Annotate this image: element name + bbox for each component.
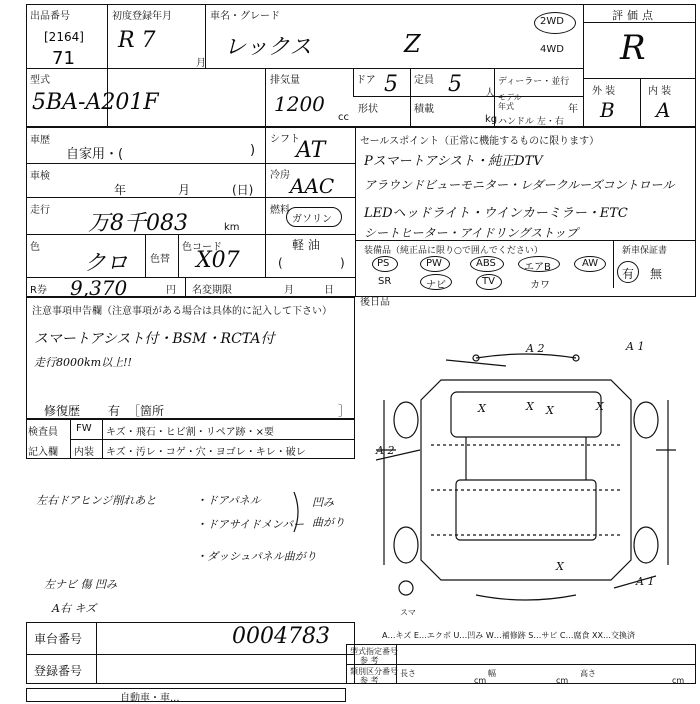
color-value: クロ [84, 251, 129, 276]
diagram-mark-2: A 1 [626, 340, 645, 353]
comment-4: 凹み [312, 496, 334, 509]
car-name-label: 車名・グレード [210, 11, 280, 22]
damage-legend: A…キズ E…エクボ U…凹み W…補修跡 S…サビ C…腐食 XX…交換済 [382, 631, 636, 640]
displacement-label: 排気量 [270, 75, 300, 86]
inspection-month: 月 [178, 183, 191, 197]
comment-2: ・ドアパネル [196, 494, 261, 507]
sales-line-2: アラウンドビューモニター・レダークルーズコントロール [364, 178, 675, 192]
comment-3: ・ドアサイドメンバー [196, 518, 305, 531]
repair-label: 修復歴 [44, 404, 81, 418]
diagram-mark-7: X [596, 400, 604, 413]
color-tone-label: 色替 [150, 254, 170, 265]
equip-navi: ナビ [426, 280, 446, 291]
fw-label: FW [76, 423, 92, 434]
diagram-mark-5: X [526, 400, 534, 413]
bottom-text: 自動車・車... [120, 693, 180, 704]
width-unit: cm [556, 676, 569, 685]
inspection-label: 車検 [30, 171, 50, 182]
form-no-label: 型式指定番号 [350, 647, 398, 656]
ac-label: 冷房 [270, 170, 290, 181]
load-label: 積載 [414, 104, 434, 115]
fuel-paren-close: ) [340, 256, 345, 270]
equip-airbag: エアB [524, 262, 551, 273]
diagram-mark-4: X [478, 402, 486, 415]
wheel-rear-left [394, 527, 418, 563]
diagram-mark-3: A 2 [376, 444, 395, 457]
displacement-value: 1200 [274, 92, 325, 116]
equip-pw: PW [426, 258, 442, 269]
color-code-label: 色コード [182, 242, 222, 253]
name-change-label: 名変期限 [192, 285, 232, 296]
capacity-value: 5 [448, 72, 462, 97]
wheel-rear-right [634, 527, 658, 563]
height-label: 高さ [580, 669, 596, 678]
category-label: 類別区分番号 [350, 667, 398, 676]
doors-label: ドア [356, 75, 376, 86]
inspector-label-1: 検査員 [28, 427, 58, 438]
equip-sr: SR [378, 276, 392, 287]
exterior-value: B [600, 98, 615, 122]
fuel-gasoline: ガソリン [292, 214, 332, 225]
sales-line-1: Pスマートアシスト・純正DTV [364, 154, 543, 169]
doors-value: 5 [384, 72, 398, 97]
fuel-paren: ( [278, 256, 283, 270]
width-label: 幅 [488, 669, 496, 678]
drive-4wd: 4WD [540, 44, 564, 55]
warranty-label: 新車保証書 [622, 246, 668, 256]
comment-6: ・ダッシュパネル曲がり [196, 550, 317, 563]
equip-abs: ABS [476, 258, 496, 269]
length-unit: cm [474, 676, 487, 685]
model-value: 5BA-A201F [32, 90, 159, 115]
dealer-label: ディーラー・並行 [498, 77, 570, 87]
diagram-sw-label: スマ [400, 608, 416, 617]
shape-label: 形状 [358, 104, 378, 115]
diagram-mark-9: A 1 [636, 575, 655, 588]
year-unit: 年 [568, 104, 578, 115]
comment-7: 左ナビ 傷 凹み [44, 578, 117, 591]
color-code-value: X07 [196, 248, 240, 273]
comment-1: 左右ドアヒンジ削れあと [36, 494, 157, 507]
wheel-front-right [634, 402, 658, 438]
lot-number: 71 [52, 48, 75, 69]
car-name-value: レックス [224, 35, 312, 60]
rear-round-mark [399, 581, 413, 595]
person-unit: 人 [485, 88, 495, 99]
grade-value: Z [404, 30, 421, 58]
chassis-label: 車台番号 [34, 632, 83, 646]
sales-line-3: LEDヘッドライト・ウインカーミラー・ETC [364, 206, 628, 221]
comment-bracket [292, 490, 306, 534]
handle-label: ハンドル 左・右 [498, 117, 564, 127]
history-value: 自家用・( [66, 147, 124, 162]
repair-value: 有 [108, 404, 121, 418]
diagram-mark-6: X [546, 404, 554, 417]
form-no-ref: 参 考 [360, 656, 379, 665]
notes-line-2: 走行8000km以上!! [34, 356, 132, 369]
capacity-label: 定員 [414, 75, 434, 86]
lot-number-label: 出品番号 [30, 11, 70, 22]
recycle-label: R券 [30, 285, 47, 296]
name-change-month: 月 [284, 285, 294, 296]
diagram-mark-1: A 2 [526, 342, 545, 355]
cc-unit: cc [338, 112, 349, 123]
comment-8: A右 キズ [52, 602, 97, 615]
mileage-value: 万8千083 [88, 211, 188, 236]
grade-score-label: 評価点 [612, 9, 657, 22]
interior-value: A [656, 98, 671, 122]
inspector-label-2: 記入欄 [28, 447, 58, 458]
shift-label: シフト [270, 134, 300, 145]
sales-title: セールスポイント（正常に機能するものに限ります） [360, 136, 600, 147]
lot-code: [2164] [44, 30, 84, 44]
history-close: ) [250, 143, 256, 158]
equip-tv: TV [482, 276, 495, 287]
equip-aw: AW [582, 258, 599, 269]
after-items-label: 後日品 [360, 297, 390, 308]
model-label: 型式 [30, 75, 50, 86]
height-unit: cm [672, 676, 685, 685]
rear-bumper-outline [476, 595, 576, 600]
diagram-mark-8: X [556, 560, 564, 573]
comment-5: 曲がり [312, 516, 345, 529]
notes-line-1: スマートアシスト付・BSM・RCTA付 [34, 331, 275, 347]
category-ref: 参 考 [360, 676, 379, 685]
wheel-front-left [394, 402, 418, 438]
color-label: 色 [30, 242, 40, 253]
ac-value: AAC [290, 174, 335, 198]
model-year-label-1: モデル [498, 93, 522, 102]
car-damage-diagram [356, 330, 696, 625]
model-year-label-2: 年式 [498, 102, 514, 111]
equip-leather: カワ [530, 280, 550, 291]
warranty-yes: 有 [622, 267, 635, 281]
grade-score-value: R [620, 28, 646, 68]
kg-unit: kg [485, 114, 498, 125]
yen-unit: 円 [166, 285, 176, 296]
interior-check-label: 内装 [74, 447, 94, 458]
drive-2wd: 2WD [540, 16, 564, 27]
equipment-title: 装備品（純正品に限り○で囲んでください） [364, 246, 543, 256]
repair-close: ］ [338, 404, 351, 418]
month-unit: 月 [196, 58, 206, 69]
first-registration-label: 初度登録年月 [112, 11, 172, 22]
warranty-no: 無 [650, 267, 663, 281]
chassis-value: 0004783 [232, 624, 330, 649]
length-label: 長さ [400, 669, 416, 678]
fw-text: キズ・飛石・ヒビ割・リペア跡・×要 [106, 427, 274, 438]
recycle-value: 9,370 [70, 276, 128, 300]
mileage-label: 走行 [30, 205, 50, 216]
equip-ps: PS [377, 258, 390, 269]
exterior-label: 外 装 [592, 86, 616, 97]
km-unit: km [224, 222, 240, 233]
inspection-year: 年 [114, 183, 127, 197]
inspection-day: (日) [232, 183, 254, 197]
notes-title: 注意事項申告欄（注意事項がある場合は具体的に記入して下さい） [32, 306, 332, 317]
shift-value: AT [296, 138, 326, 163]
interior-label: 内 装 [648, 86, 672, 97]
repair-place: ［箇所 [128, 404, 165, 418]
interior-check-text: キズ・汚レ・コゲ・穴・ヨゴレ・キレ・破レ [106, 447, 306, 458]
name-change-day: 日 [324, 285, 334, 296]
sales-line-4: シートヒーター・アイドリングストップ [364, 226, 578, 240]
registration-label: 登録番号 [34, 664, 83, 678]
fuel-label: 燃料 [270, 205, 290, 216]
history-label: 車歴 [30, 135, 50, 146]
fuel-diesel: 軽 油 [292, 238, 320, 252]
first-registration-value: R 7 [118, 28, 156, 53]
